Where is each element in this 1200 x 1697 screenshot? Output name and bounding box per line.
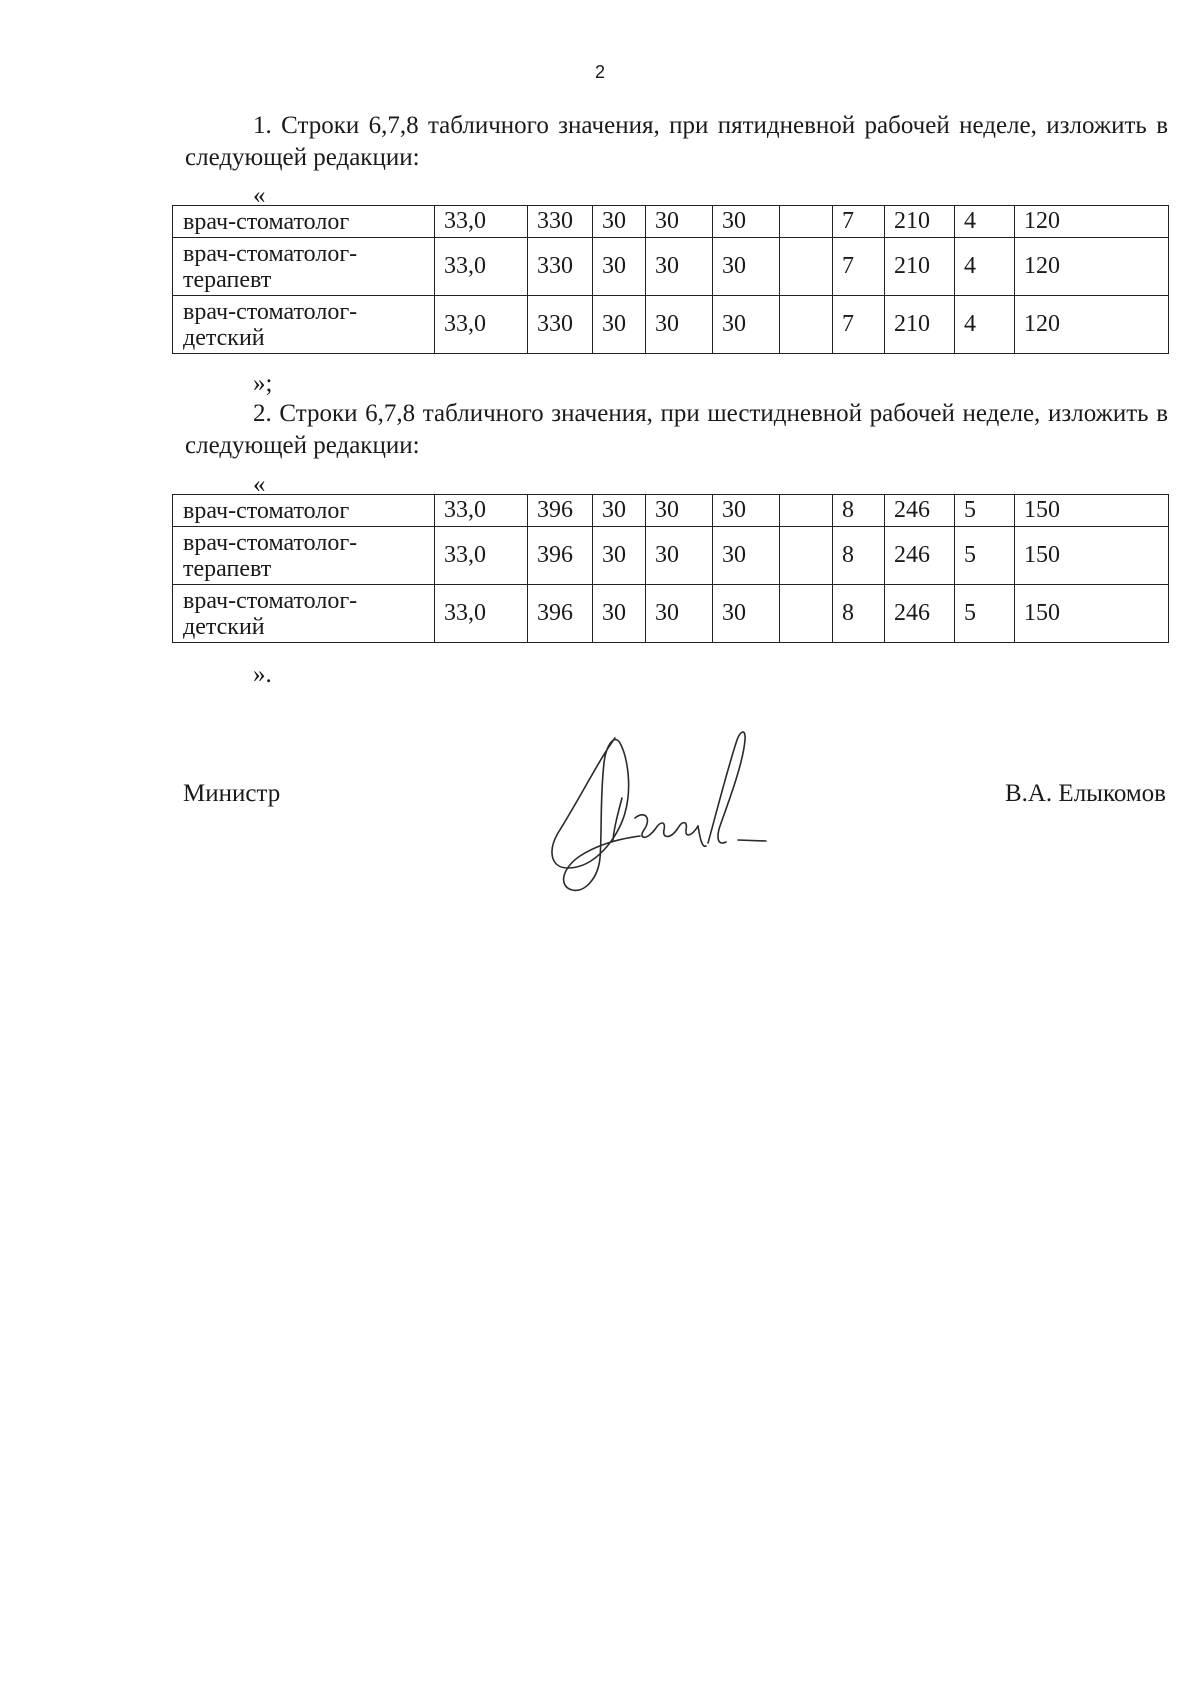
table-cell: 30 bbox=[713, 527, 780, 585]
table-cell: 4 bbox=[955, 206, 1015, 238]
table-cell: 30 bbox=[713, 296, 780, 354]
section-1-table bbox=[172, 205, 1169, 354]
table-cell: 30 bbox=[646, 238, 713, 296]
table-cell: 30 bbox=[713, 238, 780, 296]
table-cell bbox=[780, 585, 833, 643]
table-cell: 30 bbox=[646, 527, 713, 585]
table-cell: 33,0 bbox=[435, 206, 528, 238]
page-number: 2 bbox=[594, 62, 605, 82]
table-cell: 396 bbox=[528, 527, 593, 585]
table-cell-position: врач-стоматолог-терапевт bbox=[173, 527, 435, 585]
table-cell: 30 bbox=[646, 206, 713, 238]
table-cell: 7 bbox=[833, 206, 885, 238]
table-cell bbox=[780, 206, 833, 238]
section-2-paragraph: 2. Строки 6,7,8 табличного значения, при шестидневной рабочей неделе, изложить в следующей редакции: bbox=[185, 400, 1168, 459]
table-row bbox=[173, 495, 1169, 527]
table-cell: 33,0 bbox=[435, 585, 528, 643]
table-cell: 4 bbox=[955, 296, 1015, 354]
table-cell: 150 bbox=[1015, 495, 1169, 527]
table-cell: 5 bbox=[955, 527, 1015, 585]
table-cell: 330 bbox=[528, 296, 593, 354]
table-cell: 33,0 bbox=[435, 296, 528, 354]
section-1-close-quote: »; bbox=[253, 370, 273, 397]
table-cell-position: врач-стоматолог-детский bbox=[173, 296, 435, 354]
table-cell: 120 bbox=[1015, 238, 1169, 296]
table-cell: 210 bbox=[885, 206, 955, 238]
table-cell: 30 bbox=[593, 527, 646, 585]
handwritten-signature bbox=[540, 718, 780, 908]
table-cell: 30 bbox=[713, 585, 780, 643]
signer-name: В.А. Елыкомов bbox=[1004, 780, 1166, 807]
table-row bbox=[173, 238, 1169, 296]
table-cell bbox=[780, 296, 833, 354]
table-cell: 120 bbox=[1015, 296, 1169, 354]
table-cell: 120 bbox=[1015, 206, 1169, 238]
table-cell bbox=[780, 527, 833, 585]
section-2-close-quote: ». bbox=[253, 661, 272, 688]
table-cell: 30 bbox=[593, 585, 646, 643]
table-cell: 30 bbox=[713, 495, 780, 527]
table-cell: 30 bbox=[646, 296, 713, 354]
table-cell: 5 bbox=[955, 585, 1015, 643]
table-cell-position: врач-стоматолог-детский bbox=[173, 585, 435, 643]
table-cell bbox=[780, 238, 833, 296]
table-row bbox=[173, 206, 1169, 238]
table-cell: 4 bbox=[955, 238, 1015, 296]
table-cell: 150 bbox=[1015, 527, 1169, 585]
table-cell: 30 bbox=[646, 495, 713, 527]
table-cell: 30 bbox=[593, 238, 646, 296]
table-cell: 8 bbox=[833, 527, 885, 585]
table-cell: 33,0 bbox=[435, 238, 528, 296]
table-cell: 246 bbox=[885, 527, 955, 585]
table-cell-position: врач-стоматолог bbox=[173, 206, 435, 238]
table-cell: 246 bbox=[885, 585, 955, 643]
table-cell bbox=[780, 495, 833, 527]
table-cell: 30 bbox=[593, 206, 646, 238]
table-cell: 5 bbox=[955, 495, 1015, 527]
table-cell-position: врач-стоматолог bbox=[173, 495, 435, 527]
table-cell: 30 bbox=[713, 206, 780, 238]
table-cell: 33,0 bbox=[435, 495, 528, 527]
signer-title: Министр bbox=[183, 780, 281, 807]
table-cell: 8 bbox=[833, 495, 885, 527]
table-cell: 396 bbox=[528, 585, 593, 643]
table-cell: 30 bbox=[646, 585, 713, 643]
table-cell: 30 bbox=[593, 296, 646, 354]
table-cell: 210 bbox=[885, 238, 955, 296]
table-cell: 7 bbox=[833, 296, 885, 354]
table-cell-position: врач-стоматолог-терапевт bbox=[173, 238, 435, 296]
table-cell: 396 bbox=[528, 495, 593, 527]
table-cell: 330 bbox=[528, 206, 593, 238]
section-2-open-quote: « bbox=[253, 471, 266, 498]
table-cell: 246 bbox=[885, 495, 955, 527]
section-1-open-quote: « bbox=[253, 182, 266, 209]
table-cell: 7 bbox=[833, 238, 885, 296]
table-cell: 150 bbox=[1015, 585, 1169, 643]
section-1-paragraph: 1. Строки 6,7,8 табличного значения, при пятидневной рабочей неделе, изложить в следующей редакции: bbox=[185, 112, 1168, 171]
table-cell: 30 bbox=[593, 495, 646, 527]
table-cell: 8 bbox=[833, 585, 885, 643]
table-cell: 33,0 bbox=[435, 527, 528, 585]
table-row bbox=[173, 527, 1169, 585]
table-row bbox=[173, 585, 1169, 643]
table-cell: 210 bbox=[885, 296, 955, 354]
table-cell: 330 bbox=[528, 238, 593, 296]
table-row bbox=[173, 296, 1169, 354]
section-2-table bbox=[172, 494, 1169, 643]
